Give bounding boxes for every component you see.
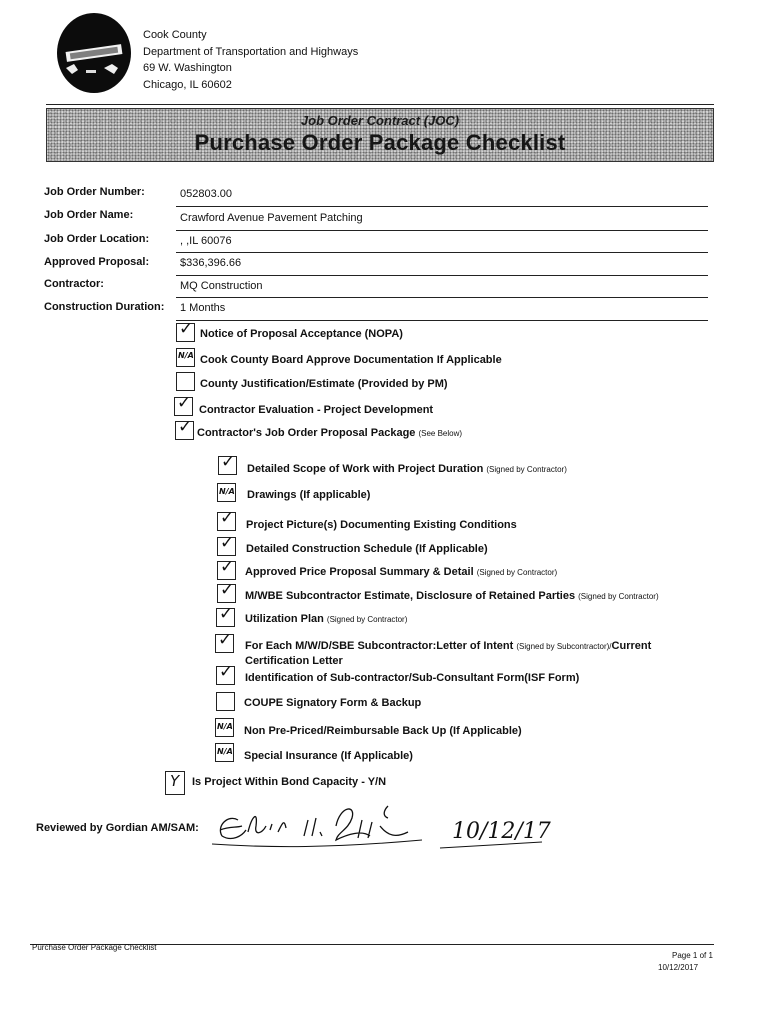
checkbox-price-proposal[interactable]	[217, 557, 236, 580]
checklist-item-label: Drawings (If applicable)	[247, 489, 371, 501]
checklist-item-label: Project Picture(s) Documenting Existing Conditions	[246, 519, 517, 531]
checklist-item-label: Cook County Board Approve Documentation If Applicable	[200, 354, 502, 366]
field-underline	[176, 230, 708, 231]
check-mark-icon: ✓	[220, 580, 235, 600]
checkbox-coupe-form[interactable]	[216, 692, 235, 711]
checklist-item-label: Contractor Evaluation - Project Development	[199, 404, 434, 416]
check-mark-icon: ✓	[220, 508, 235, 528]
checklist-item-label: Identification of Sub-contractor/Sub-Consultant Form(ISF Form)	[245, 672, 580, 684]
signature-date: 10/12/17	[452, 819, 551, 844]
field-value-approved-proposal: $336,396.66	[180, 257, 242, 269]
checkbox-project-pictures[interactable]	[217, 508, 236, 531]
banner-subtitle: Job Order Contract (JOC)	[300, 113, 460, 128]
checklist-item-label: Detailed Scope of Work with Project Duration (Signed by Contractor)	[247, 463, 567, 475]
na-mark-icon: N/A	[217, 747, 233, 756]
check-mark-icon: ✓	[220, 533, 235, 553]
check-mark-icon: ✓	[219, 604, 234, 624]
county-seal-logo	[56, 12, 132, 94]
check-mark-icon: ✓	[221, 452, 236, 472]
checklist-item-label: Approved Price Proposal Summary & Detail (Signed by Contractor)	[245, 566, 558, 578]
check-mark-icon: ✓	[178, 417, 193, 437]
checkbox-isf-form[interactable]	[216, 662, 235, 685]
reviewed-by-label: Reviewed by Gordian AM/SAM:	[36, 822, 199, 834]
field-underline	[176, 320, 708, 321]
address-line-city: Chicago, IL 60602	[143, 78, 232, 91]
checkbox-proposal-package[interactable]	[175, 417, 194, 440]
na-mark-icon: N/A	[219, 487, 235, 496]
field-value-duration: 1 Months	[180, 302, 226, 314]
field-value-job-number: 052803.00	[180, 188, 232, 200]
checkbox-county-justification[interactable]	[176, 372, 195, 391]
address-line-dept: Department of Transportation and Highways	[143, 45, 359, 58]
field-underline	[176, 275, 708, 276]
checklist-item-label: Notice of Proposal Acceptance (NOPA)	[200, 328, 403, 340]
checkbox-scope-of-work[interactable]	[218, 452, 237, 475]
checkbox-utilization-plan[interactable]	[216, 604, 235, 627]
check-mark-icon: ✓	[220, 557, 235, 577]
checkbox-drawings[interactable]	[217, 483, 236, 502]
check-mark-icon: ✓	[177, 393, 192, 413]
checklist-item-label: M/WBE Subcontractor Estimate, Disclosure of Retained Parties (Signed by Contractor)	[245, 590, 659, 602]
check-mark-icon: ✓	[179, 319, 194, 339]
na-mark-icon: N/A	[178, 351, 194, 360]
checklist-item-label: Utilization Plan (Signed by Contractor)	[245, 613, 408, 625]
reviewer-signature	[212, 796, 552, 856]
address-line-street: 69 W. Washington	[143, 62, 232, 74]
footer-doc-title: Purchase Order Package Checklist	[32, 943, 157, 952]
title-banner	[46, 108, 714, 162]
field-value-contractor: MQ Construction	[180, 280, 263, 292]
field-label-job-location: Job Order Location:	[44, 233, 150, 245]
footer-date: 10/12/2017	[658, 963, 699, 972]
checklist-item-label: Non Pre-Priced/Reimbursable Back Up (If Applicable)	[244, 725, 522, 737]
check-mark-icon: ✓	[219, 662, 234, 682]
bond-capacity-label: Is Project Within Bond Capacity - Y/N	[192, 776, 387, 788]
field-value-job-name: Crawford Avenue Pavement Patching	[180, 212, 363, 224]
checkbox-contractor-evaluation[interactable]	[174, 393, 193, 416]
field-underline	[176, 206, 708, 207]
checklist-item-label: Contractor's Job Order Proposal Package (See Below)	[197, 427, 463, 439]
checkbox-construction-schedule[interactable]	[217, 533, 236, 556]
check-mark-icon: ✓	[218, 630, 233, 650]
field-label-duration: Construction Duration:	[44, 301, 165, 313]
page-title: Purchase Order Package Checklist	[194, 130, 566, 155]
checklist-item-label: For Each M/W/D/SBE Subcontractor:Letter of Intent (Signed by Subcontractor)/Current	[245, 640, 652, 652]
field-label-job-number: Job Order Number:	[44, 186, 145, 198]
checkbox-mwbe-estimate[interactable]	[217, 580, 236, 603]
checklist-item-label: County Justification/Estimate (Provided by PM)	[200, 378, 448, 390]
field-underline	[176, 252, 708, 253]
header-divider	[46, 104, 714, 105]
checkbox-nopa[interactable]	[176, 319, 195, 342]
field-label-job-name: Job Order Name:	[44, 209, 134, 221]
checklist-item-label: COUPE Signatory Form & Backup	[244, 697, 422, 709]
checkbox-non-prepriced[interactable]	[215, 718, 234, 737]
field-underline	[176, 297, 708, 298]
field-label-approved-proposal: Approved Proposal:	[44, 256, 150, 268]
address-line-org: Cook County	[143, 29, 207, 41]
checkbox-board-approval[interactable]	[176, 348, 195, 367]
checklist-item-label: Detailed Construction Schedule (If Applicable)	[246, 543, 488, 555]
address-block	[143, 27, 358, 93]
field-label-contractor: Contractor:	[44, 278, 104, 290]
field-value-job-location: , ,IL 60076	[180, 235, 232, 247]
checkbox-special-insurance[interactable]	[215, 743, 234, 762]
checkbox-bond-capacity[interactable]	[165, 771, 185, 795]
checklist-item-label-continued: Certification Letter	[245, 655, 343, 667]
checkbox-letter-of-intent[interactable]	[215, 630, 234, 653]
yes-mark-icon: Y	[170, 772, 180, 790]
footer-page-number: Page 1 of 1	[672, 951, 713, 960]
checklist-item-label: Special Insurance (If Applicable)	[244, 750, 413, 762]
na-mark-icon: N/A	[217, 722, 233, 731]
